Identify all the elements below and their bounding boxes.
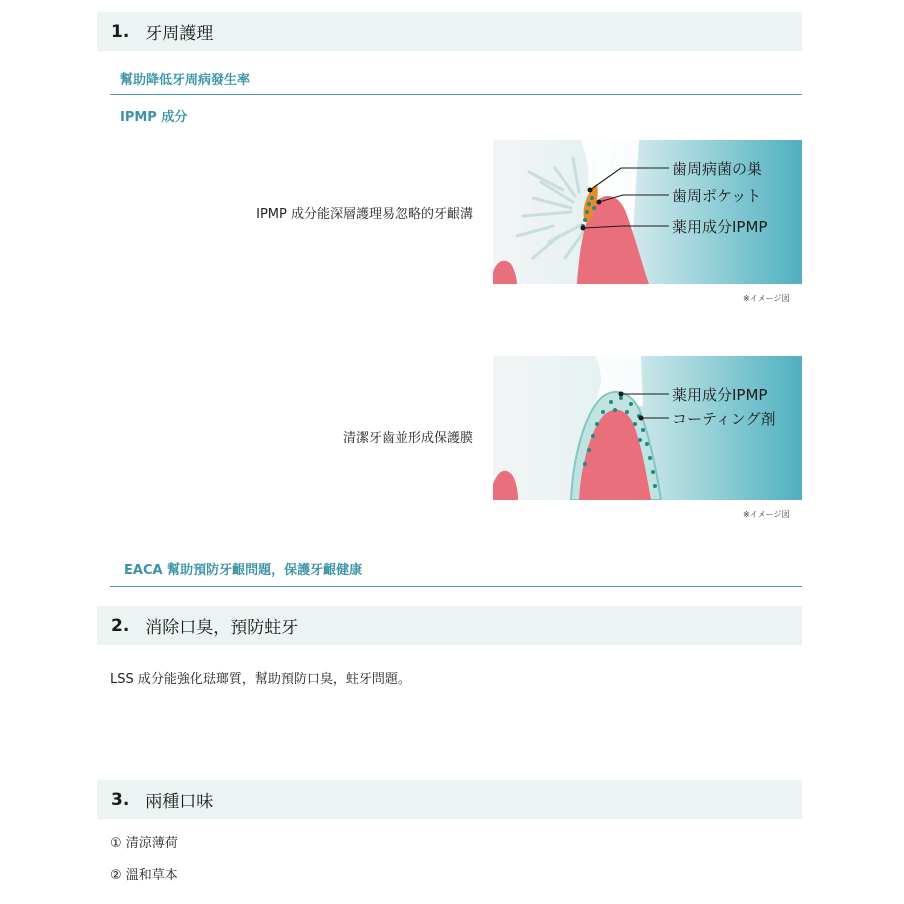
label-ipmp: 薬用成分IPMP: [672, 218, 768, 236]
flavor-item: ② 溫和草本: [110, 868, 178, 883]
section-number: 1.: [111, 21, 130, 42]
divider: [110, 94, 802, 95]
section-header-2: [97, 606, 802, 645]
figure2-illustration: [493, 356, 802, 500]
flavor-item: ① 清涼薄荷: [110, 836, 178, 851]
section-header-1: [97, 12, 802, 51]
label-ipmp: 薬用成分IPMP: [672, 386, 768, 404]
label-periodontal-pocket: 歯周ポケット: [672, 187, 762, 205]
section-title: 消除口臭，預防蛀牙: [145, 618, 299, 638]
label-bacteria-nest: 歯周病菌の巣: [672, 160, 763, 178]
figure2-note: ※イメージ図: [743, 510, 790, 519]
figure1-illustration: [493, 140, 802, 284]
section2-body: LSS 成分能強化琺瑯質，幫助預防口臭，蛀牙問題。: [110, 672, 411, 687]
section-title: 兩種口味: [145, 792, 214, 812]
subheading-ipmp: IPMP 成分: [120, 110, 188, 125]
subheading-periodontal: 幫助降低牙周病發生率: [120, 73, 251, 88]
figure1-note: ※イメージ図: [743, 294, 790, 303]
section-title: 牙周護理: [145, 24, 214, 44]
divider: [110, 586, 802, 587]
section-header-3: [97, 780, 802, 819]
subheading-eaca: EACA 幫助預防牙齦問題，保護牙齦健康: [124, 563, 363, 578]
label-coating-agent: コーティング剤: [672, 410, 776, 428]
section-number: 2.: [111, 615, 130, 636]
figure2-caption: 清潔牙齒並形成保護膜: [342, 431, 473, 446]
section-number: 3.: [111, 789, 130, 810]
figure1-caption: IPMP 成分能深層護理易忽略的牙齦溝: [256, 207, 473, 222]
